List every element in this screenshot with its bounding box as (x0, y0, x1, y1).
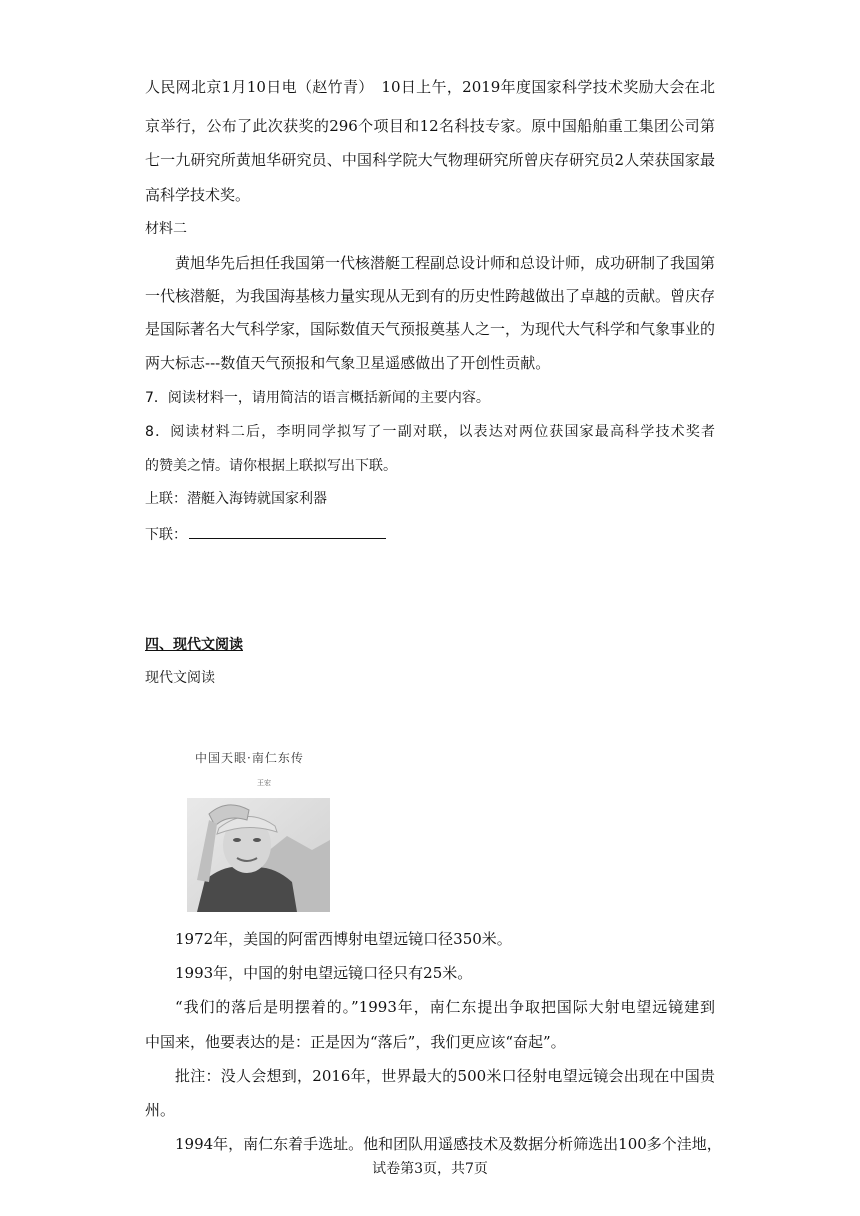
question-8-line-1: 8．阅读材料二后，李明同学拟写了一副对联，以表达对两位获国家最高科学技术奖者 (145, 424, 715, 440)
material-one-line-1: 人民网北京1月10日电（赵竹青） 10日上午，2019年度国家科学技术奖励大会在北 (145, 78, 715, 96)
book-cover-photo (187, 740, 330, 912)
material-two-line-2: 一代核潜艇，为我国海基核力量实现从无到有的历史性跨越做出了卓越的贡献。曾庆存 (145, 287, 716, 305)
upper-couplet: 上联：潜艇入海铸就国家利器 (145, 491, 327, 507)
material-one-line-3: 七一九研究所黄旭华研究员、中国科学院大气物理研究所曾庆存研究员2人荣获国家最 (145, 151, 715, 169)
article-annotation-line-1: 批注：没人会想到，2016年，世界最大的500米口径射电望远镜会出现在中国贵 (175, 1067, 715, 1085)
question-7: 7．阅读材料一，请用简洁的语言概括新闻的主要内容。 (145, 390, 490, 406)
book-author: 王宏 (257, 779, 271, 787)
article-paragraph-1: 1972年，美国的阿雷西博射电望远镜口径350米。 (175, 930, 512, 948)
answer-blank[interactable] (189, 524, 386, 539)
page-footer: 试卷第3页，共7页 (372, 1161, 488, 1177)
section-heading: 四、现代文阅读 (145, 637, 243, 653)
article-paragraph-3-line-2: 中国来，他要表达的是：正是因为“落后”，我们更应该“奋起”。 (145, 1033, 566, 1051)
book-title: 中国天眼·南仁东传 (195, 751, 304, 765)
material-two-label: 材料二 (145, 221, 187, 237)
article-annotation-line-2: 州。 (145, 1101, 176, 1119)
question-8-line-2: 的赞美之情。请你根据上联拟写出下联。 (145, 458, 397, 474)
material-two-line-1: 黄旭华先后担任我国第一代核潜艇工程副总设计师和总设计师，成功研制了我国第 (175, 254, 716, 272)
lower-couplet-label: 下联： (145, 527, 187, 543)
article-paragraph-3-line-1: “我们的落后是明摆着的。”1993年，南仁东提出争取把国际大射电望远镜建到 (175, 998, 715, 1016)
material-two-line-3: 是国际著名大气科学家，国际数值天气预报奠基人之一，为现代大气科学和气象事业的 (145, 320, 716, 338)
section-subheading: 现代文阅读 (145, 670, 215, 686)
article-paragraph-5-line-1: 1994年，南仁东着手选址。他和团队用遥感技术及数据分析筛选出100多个洼地， (175, 1135, 722, 1153)
lower-couplet-row (145, 524, 386, 545)
material-two-line-4: 两大标志---数值天气预报和气象卫星遥感做出了开创性贡献。 (145, 354, 551, 372)
material-one-line-2: 京举行，公布了此次获奖的296个项目和12名科技专家。原中国船舶重工集团公司第 (145, 117, 715, 135)
material-one-line-4: 高科学技术奖。 (145, 186, 251, 204)
article-paragraph-2: 1993年，中国的射电望远镜口径只有25米。 (175, 964, 473, 982)
